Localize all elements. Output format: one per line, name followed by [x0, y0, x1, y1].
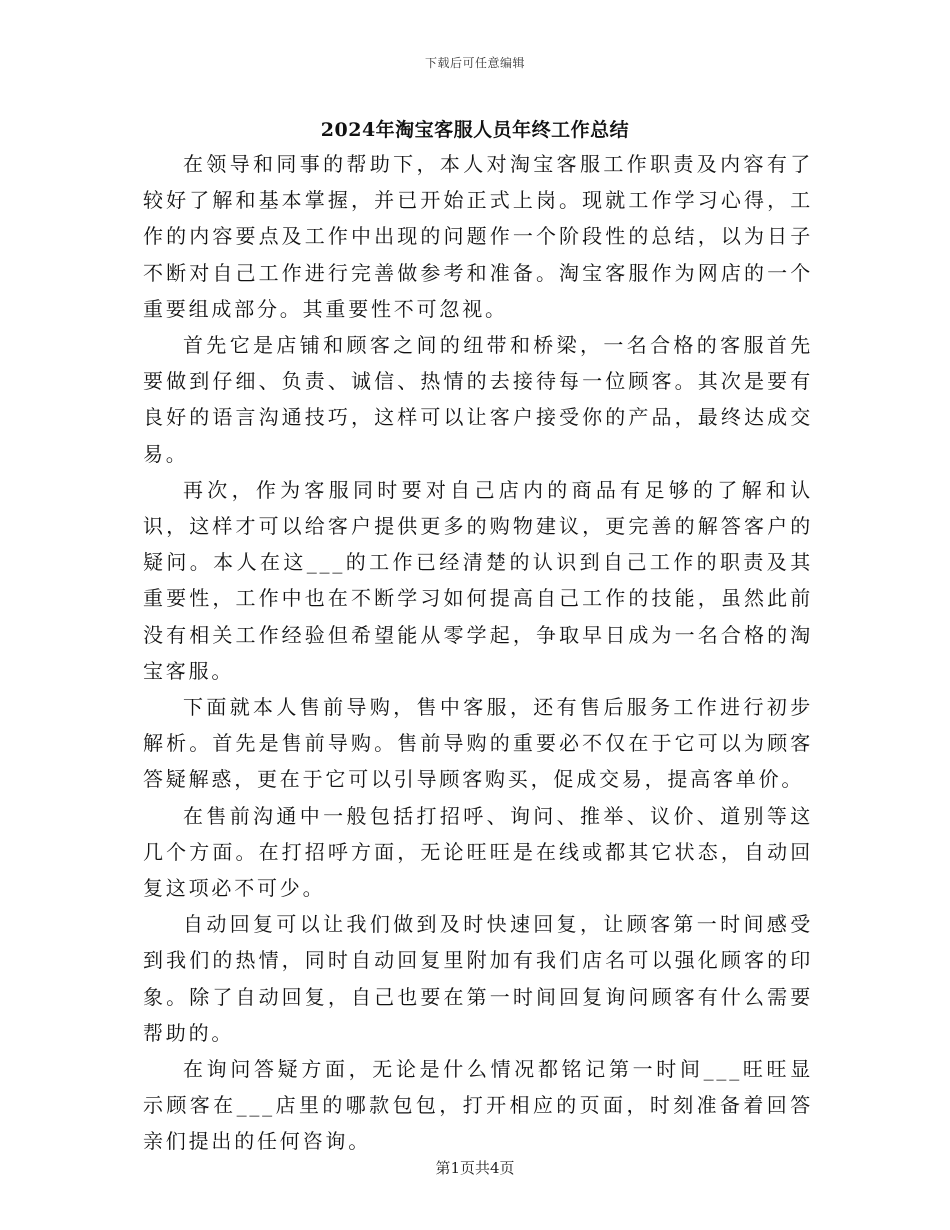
paragraph-1: 在领导和同事的帮助下，本人对淘宝客服工作职责及内容有了较好了解和基本掌握，并已开始正式上岗。现就工作学习心得，工作的内容要点及工作中出现的问题作一个阶段性的总结，以为日子不断对自己工作进行完善做参考和准备。淘宝客服作为网店的一个重要组成部分。其重要性不可忽视。: [143, 152, 813, 321]
document-title: 2024年淘宝客服人员年终工作总结: [320, 119, 630, 141]
paragraph-6: 自动回复可以让我们做到及时快速回复，让顾客第一时间感受到我们的热情，同时自动回复里附加有我们店名可以强化顾客的印象。除了自动回复，自己也要在第一时间回复询问顾客有什么需要帮助的。: [143, 912, 813, 1045]
document-body: [143, 146, 813, 1160]
paragraph-2: 首先它是店铺和顾客之间的纽带和桥梁，一名合格的客服首先要做到仔细、负责、诚信、热情的去接待每一位顾客。其次是要有良好的语言沟通技巧，这样可以让客户接受你的产品，最终达成交易。: [143, 333, 813, 466]
paragraph-4: 下面就本人售前导购，售中客服，还有售后服务工作进行初步解析。首先是售前导购。售前导购的重要必不仅在于它可以为顾客答疑解惑，更在于它可以引导顾客购买，促成交易，提高客单价。: [143, 695, 813, 792]
paragraph-5: 在售前沟通中一般包括打招呼、询问、推举、议价、道别等这几个方面。在打招呼方面，无论旺旺是在线或都其它状态，自动回复这项必不可少。: [143, 803, 813, 901]
paragraph-3: 再次，作为客服同时要对自己店内的商品有足够的了解和认识，这样才可以给客户提供更多的购物建议，更完善的解答客户的疑问。本人在这___的工作已经清楚的认识到自己工作的职责及其重要性，工作中也在不断学习如何提高自己工作的技能，虽然此前没有相关工作经验但希望能从零学起，争取早日成为一名合格的淘宝客服。: [143, 477, 813, 683]
paragraph-7: 在询问答疑方面，无论是什么情况都铭记第一时间___旺旺显示顾客在___店里的哪款包包，打开相应的页面，时刻准备着回答亲们提出的任何咨询。: [143, 1057, 813, 1154]
header-note: 下载后可任意编辑: [424, 56, 525, 70]
page-footer: 第1页共4页: [435, 1159, 515, 1177]
